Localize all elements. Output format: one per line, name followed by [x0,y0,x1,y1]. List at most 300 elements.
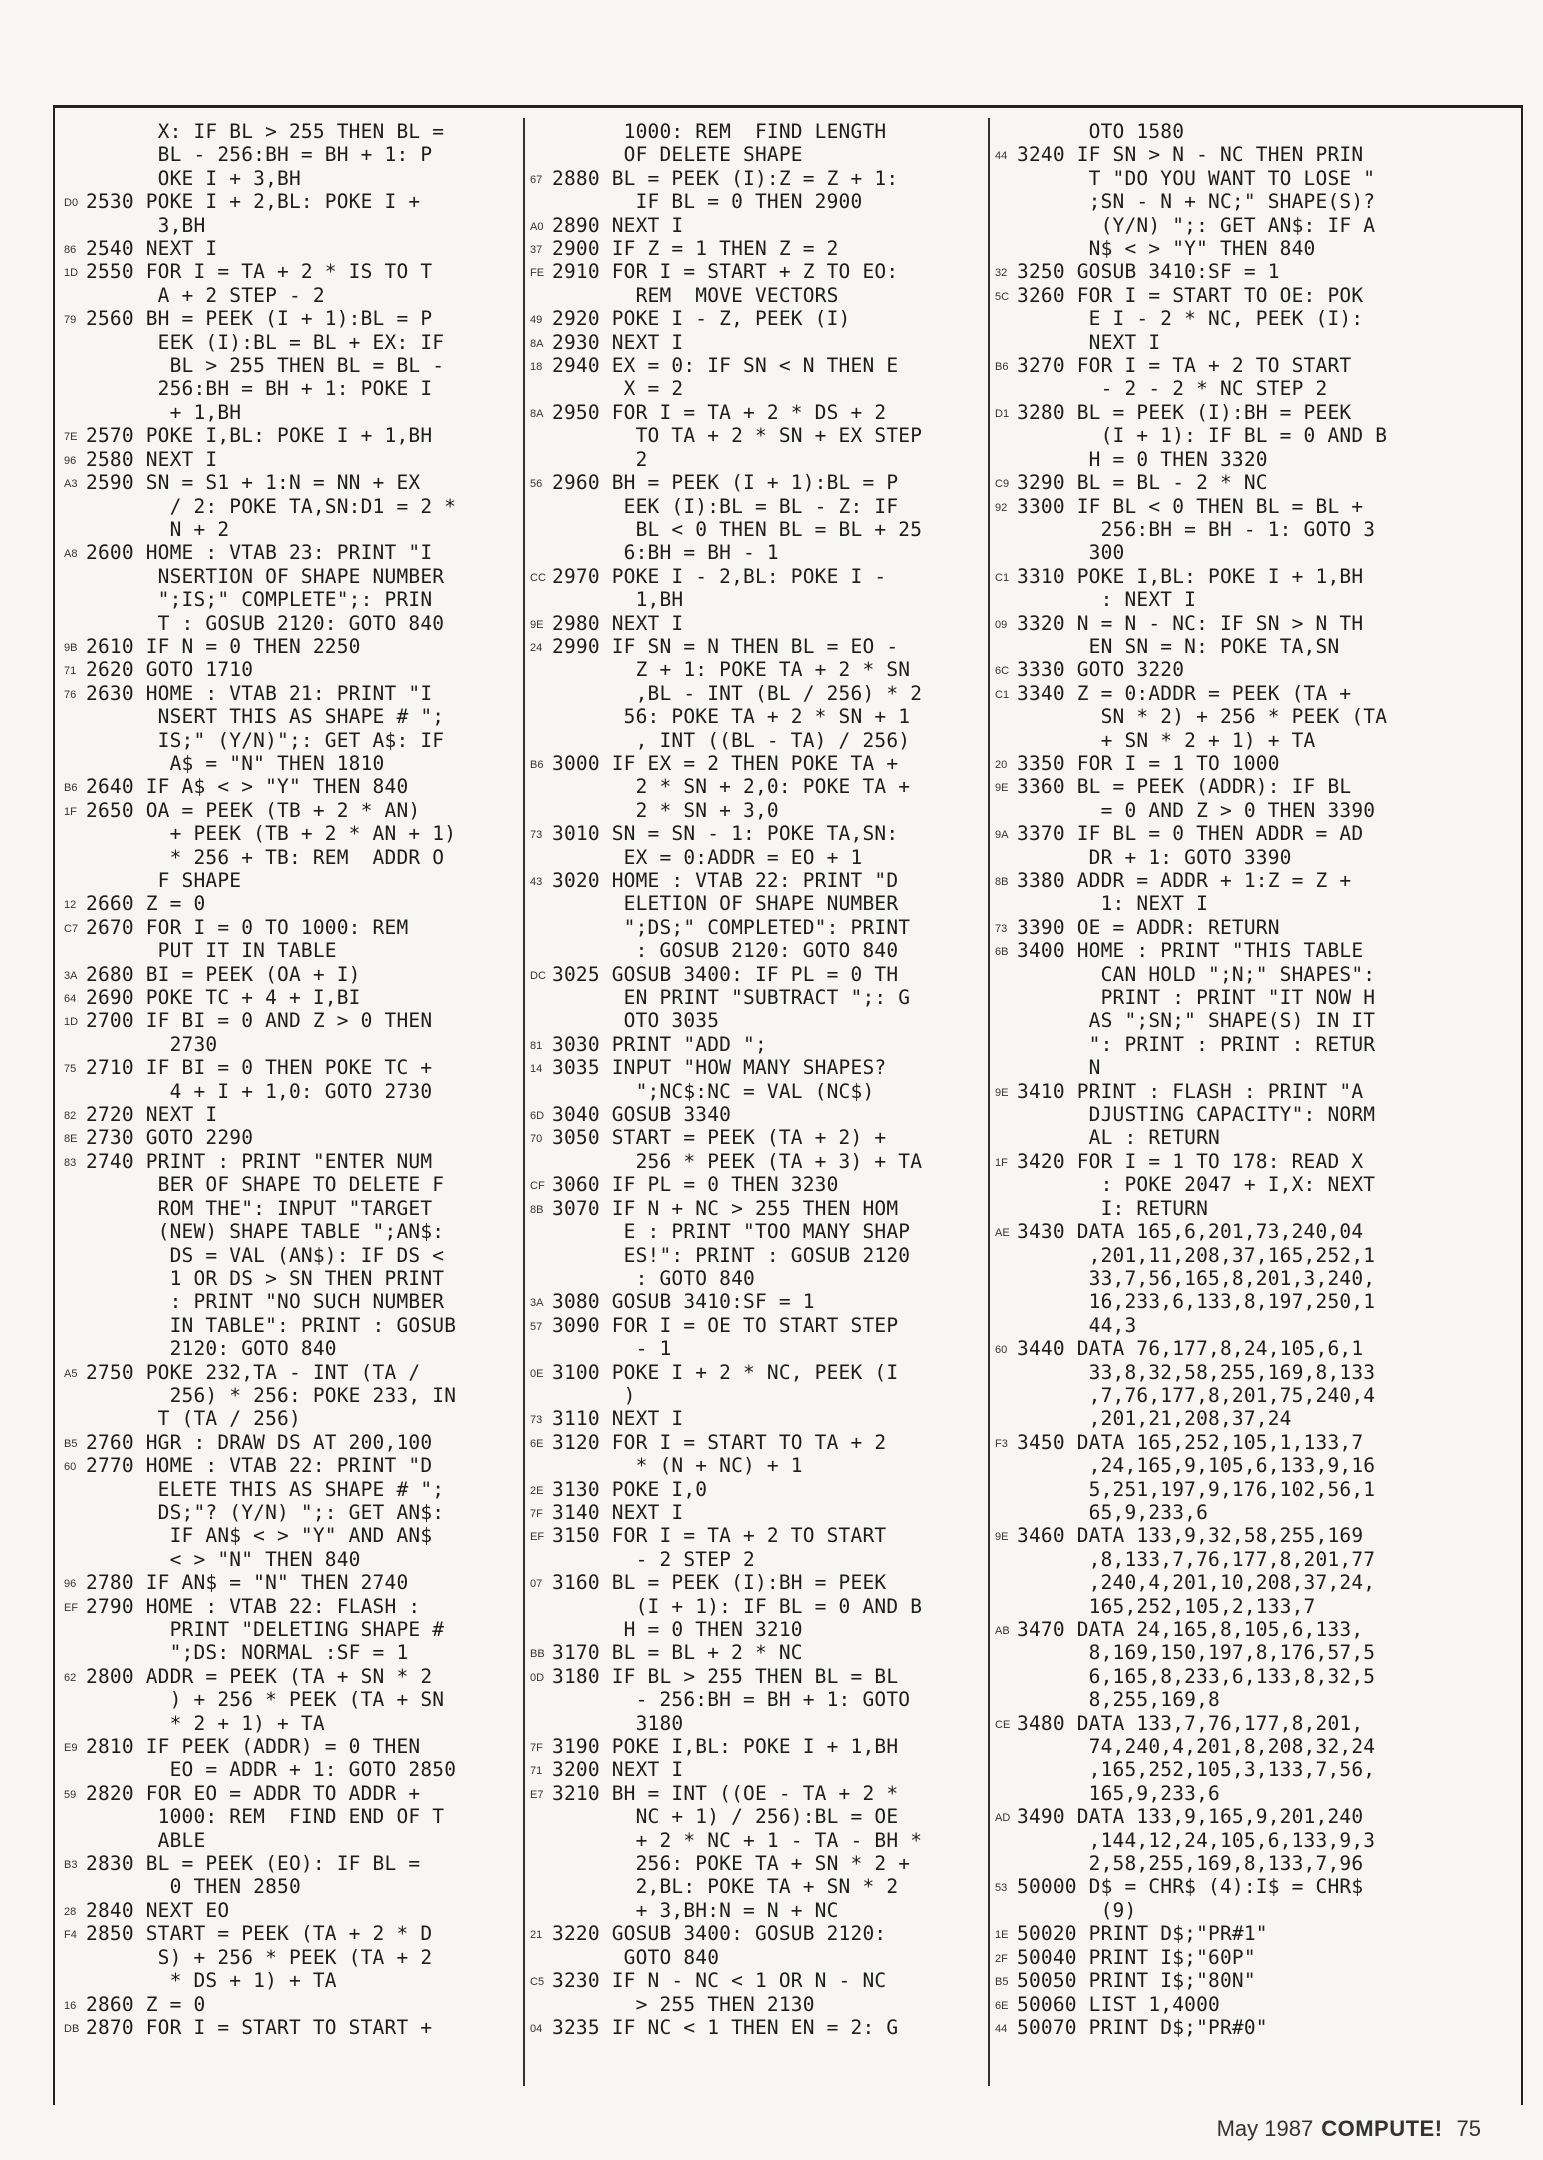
code-line [530,612,994,635]
checksum-label: 57 [530,1320,543,1333]
basic-code: 2640 IF A$ < > "Y" THEN 840 [86,775,409,799]
code-line [530,2016,994,2039]
checksum-label: 62 [64,1671,77,1684]
code-line [530,1407,994,1430]
basic-code: 2600 HOME : VTAB 23: PRINT "I NSERTION OF SHAPE NUMBER ";IS;" COMPLETE";: PRIN T : GOSUB 2120: GOTO 840 [86,541,445,635]
checksum-label: D0 [64,197,79,210]
checksum-label: 3A [530,1297,544,1310]
basic-code: 3180 IF BL > 255 THEN BL = BL - 256:BH = BH + 1: GOTO 3180 [552,1664,911,1735]
code-line [995,1712,1459,1806]
checksum-label: 37 [530,244,543,257]
checksum-label: 14 [530,1063,543,1076]
checksum-label: A8 [64,548,78,561]
listing-column-1 [64,120,528,2080]
code-line [530,471,994,565]
code-line [64,424,528,447]
basic-code: 2760 HGR : DRAW DS AT 200,100 [86,1430,433,1454]
magazine-name: COMPUTE! [1321,2116,1443,2141]
checksum-label: 12 [64,899,77,912]
code-line [64,986,528,1009]
page-footer [1217,2116,1481,2142]
page-number: 75 [1456,2116,1481,2141]
checksum-label: DB [64,2022,80,2035]
checksum-label: 96 [64,454,77,467]
basic-code: 3280 BL = PEEK (I):BH = PEEK (I + 1): IF BL = 0 AND B H = 0 THEN 3320 [1017,400,1388,471]
code-line [530,1103,994,1126]
basic-code: 3250 GOSUB 3410:SF = 1 [1017,260,1280,284]
basic-code: 3160 BL = PEEK (I):BH = PEEK (I + 1): IF BL = 0 AND B H = 0 THEN 3210 [552,1571,923,1641]
checksum-label: EF [64,1601,79,1614]
basic-code: 3050 START = PEEK (TA + 2) + 256 * PEEK (TA + 3) + TA [552,1126,923,1173]
checksum-label: 16 [64,1999,77,2012]
code-line [64,1454,528,1571]
basic-code: 3010 SN = SN - 1: POKE TA,SN: EX = 0:ADDR = EO + 1 [552,822,899,869]
basic-code: 2550 FOR I = TA + 2 * IS TO T A + 2 STEP - 2 [86,260,433,307]
checksum-label: 6D [530,1110,545,1123]
checksum-label: 6C [995,665,1010,678]
checksum-label: 53 [995,1882,1008,1895]
basic-code: 2830 BL = PEEK (EO): IF BL = 0 THEN 2850 [86,1852,421,1899]
checksum-label: B5 [995,1976,1009,1989]
basic-code: 2650 OA = PEEK (TB + 2 * AN) + PEEK (TB + 2 * AN + 1) * 256 + TB: REM ADDR O F SHAPE [86,798,457,892]
basic-code: 2870 FOR I = START TO START + [86,2015,433,2039]
code-line [995,658,1459,681]
code-line [530,1969,994,2016]
checksum-label: CF [530,1180,545,1193]
checksum-label: 09 [995,618,1008,631]
checksum-label: B6 [530,758,544,771]
basic-code: 3090 FOR I = OE TO START STEP - 1 [552,1313,899,1361]
code-line [64,1361,528,1431]
basic-code: 3140 NEXT I [552,1500,684,1524]
code-line [64,260,528,307]
checksum-label: CC [530,571,546,584]
checksum-label: 6E [995,1999,1009,2012]
code-line [64,1735,528,1782]
checksum-label: 56 [530,478,543,491]
basic-code: 2930 NEXT I [552,330,684,354]
checksum-label: 43 [530,876,543,888]
issue-date: May 1987 [1216,2116,1314,2141]
basic-code: 2770 HOME : VTAB 22: PRINT "D ELETE THIS AS SHAPE # "; DS;"? (Y/N) ";: GET AN$: IF AN$ < > "Y" AND AN$ < > "N" THEN 840 [86,1454,445,1571]
basic-code: 3470 DATA 24,165,8,105,6,133, 8,169,150,197,8,176,57,5 6,165,8,233,6,133,8,32,5 8,255,169,8 [1017,1618,1376,1712]
basic-code: 2820 FOR EO = ADDR TO ADDR + 1000: REM FIND END OF T ABLE [86,1781,445,1852]
code-line [995,284,1459,354]
checksum-label: AE [995,1227,1010,1240]
basic-code: 3000 IF EX = 2 THEN POKE TA + 2 * SN + 2,0: POKE TA + 2 * SN + 3,0 [552,751,911,822]
checksum-label: 28 [64,1905,77,1918]
basic-code: 3080 GOSUB 3410:SF = 1 [552,1290,815,1314]
basic-code: 3190 POKE I,BL: POKE I + 1,BH [552,1735,899,1759]
code-line [995,822,1459,869]
code-line [995,682,1459,752]
code-line [64,1782,528,1852]
code-line [64,237,528,260]
checksum-label: 3A [64,969,78,982]
code-line [995,1875,1459,1922]
checksum-label: 73 [995,922,1008,935]
code-line [64,1056,528,1103]
code-line [530,260,994,307]
code-line [530,120,994,167]
code-line [64,1009,528,1056]
code-line [530,401,994,471]
checksum-label: 1E [995,1929,1009,1942]
checksum-label: 1F [995,1156,1008,1169]
checksum-label: AD [995,1812,1011,1825]
basic-code: 2660 Z = 0 [86,892,206,916]
checksum-label: C7 [64,922,79,935]
basic-code: 3235 IF NC < 1 THEN EN = 2: G [552,2015,899,2039]
checksum-label: C9 [995,478,1010,491]
basic-code: 2860 Z = 0 [86,1992,206,2016]
checksum-label: 9E [995,1086,1009,1099]
code-line [530,1501,994,1524]
code-line [530,1524,994,1571]
basic-code: 2960 BH = PEEK (I + 1):BL = P EEK (I):BL = BL - Z: IF BL < 0 THEN BL = BL + 25 6:BH = BH - 1 [552,471,923,565]
checksum-label: F4 [64,1929,77,1942]
basic-code: 3070 IF N + NC > 255 THEN HOM E : PRINT "TOO MANY SHAP ES!": PRINT : GOSUB 2120 : GOTO 840 [552,1196,911,1290]
code-line [995,1220,1459,1337]
code-line [995,120,1459,143]
checksum-label: 9E [995,782,1009,795]
checksum-label: 1D [64,267,79,280]
checksum-label: B3 [64,1859,78,1872]
basic-code: 3320 N = N - NC: IF SN > N TH EN SN = N: POKE TA,SN [1017,611,1364,658]
checksum-label: 76 [64,688,77,701]
checksum-label: 8A [530,407,544,420]
code-line [995,1431,1459,1525]
basic-code: 3450 DATA 165,252,105,1,133,7 ,24,165,9,105,6,133,9,16 5,251,197,9,176,102,56,1 65,9,233,6 [1017,1430,1376,1524]
code-line [530,822,994,869]
checksum-label: B6 [995,361,1009,374]
code-line [64,1431,528,1454]
basic-code: 2950 FOR I = TA + 2 * DS + 2 TO TA + 2 * SN + EX STEP 2 [552,400,923,471]
checksum-label: 20 [995,758,1008,771]
checksum-label: 8B [995,876,1009,888]
basic-code: 3260 FOR I = START TO OE: POK E I - 2 * NC, PEEK (I): NEXT I [1017,283,1364,354]
checksum-label: E9 [64,1742,78,1755]
code-line [64,1571,528,1594]
checksum-label: 7F [530,1507,543,1520]
code-line [530,752,994,822]
basic-code: 3020 HOME : VTAB 22: PRINT "D ELETION OF SHAPE NUMBER ";DS;" COMPLETED": PRINT : GOSUB 2120: GOTO 840 [552,869,911,963]
checksum-label: 75 [64,1063,77,1076]
code-line [64,775,528,798]
checksum-label: 5C [995,290,1010,303]
code-line [995,495,1459,565]
code-line [530,1033,994,1056]
code-line [995,471,1459,494]
basic-code: 2530 POKE I + 2,BL: POKE I + 3,BH [86,190,421,237]
basic-code: 3210 BH = INT ((OE - TA + 2 * NC + 1) / 256):BL = OE + 2 * NC + 1 - TA - BH * 256: POKE TA + SN * 2 + 2,BL: POKE TA + SN * 2 + 3,BH:N = N + NC [552,1781,923,1922]
basic-code: 2980 NEXT I [552,611,684,635]
code-line [995,1524,1459,1618]
code-line [64,1595,528,1665]
code-line [530,869,994,963]
basic-code: 2730 GOTO 2290 [86,1126,254,1150]
basic-code: 2670 FOR I = 0 TO 1000: REM PUT IT IN TABLE [86,915,409,963]
checksum-label: 9E [530,618,544,631]
code-line [64,916,528,963]
basic-code: 3230 IF N - NC < 1 OR N - NC > 255 THEN 2130 [552,1969,887,2016]
basic-code: 3420 FOR I = 1 TO 178: READ X : POKE 2047 + I,X: NEXT I: RETURN [1017,1149,1376,1220]
checksum-label: 9B [64,641,78,654]
code-line [530,1922,994,1969]
checksum-label: 96 [64,1578,77,1591]
checksum-label: C5 [530,1976,545,1989]
basic-code: 3110 NEXT I [552,1407,684,1431]
checksum-label: 2F [995,1952,1008,1965]
basic-code: 3240 IF SN > N - NC THEN PRIN T "DO YOU WANT TO LOSE " ;SN - N + NC;" SHAPE(S)? (Y/N) ";: GET AN$: IF A N$ < > "Y" THEN 840 [1017,143,1376,261]
code-line [995,916,1459,939]
checksum-label: DC [530,969,546,982]
checksum-label: 7F [530,1742,543,1755]
code-line [64,1103,528,1126]
code-line [995,939,1459,1079]
code-line [995,1150,1459,1220]
checksum-label: 2E [530,1484,544,1497]
checksum-label: 71 [64,665,77,678]
checksum-label: 79 [64,314,77,327]
basic-code: 3300 IF BL < 0 THEN BL = BL + 256:BH = BH - 1: GOTO 3 300 [1017,494,1376,565]
basic-code: 2880 BL = PEEK (I):Z = Z + 1: IF BL = 0 THEN 2900 [552,166,899,214]
checksum-label: 8A [530,337,544,350]
basic-code: 2890 NEXT I [552,213,684,237]
basic-code: 3460 DATA 133,9,32,58,255,169 ,8,133,7,76,177,8,201,77 ,240,4,201,10,208,37,24, 165,252,105,2,133,7 [1017,1524,1376,1618]
code-line [64,1852,528,1899]
checksum-label: 44 [995,150,1008,163]
basic-code: 3290 BL = BL - 2 * NC [1017,471,1268,495]
code-line [995,869,1459,916]
basic-code: 2940 EX = 0: IF SN < N THEN E X = 2 [552,354,899,401]
basic-code: 3030 PRINT "ADD "; [552,1032,767,1056]
basic-code: 3490 DATA 133,9,165,9,201,240 ,144,12,24,105,6,133,9,3 2,58,255,169,8,133,7,96 [1017,1805,1376,1876]
code-line [995,1946,1459,1969]
checksum-label: 60 [995,1344,1008,1357]
listing-column-3 [995,120,1459,2080]
checksum-label: C1 [995,571,1010,584]
checksum-label: C1 [995,688,1010,701]
checksum-label: 7E [64,431,78,444]
code-line [64,1993,528,2016]
basic-code: 3340 Z = 0:ADDR = PEEK (TA + SN * 2) + 256 * PEEK (TA + SN * 2 + 1) + TA [1017,681,1388,752]
basic-code: 2710 IF BI = 0 THEN POKE TC + 4 + I + 1,0: GOTO 2730 [86,1056,433,1103]
basic-code: 3130 POKE I,0 [552,1477,708,1501]
basic-code: 2780 IF AN$ = "N" THEN 2740 [86,1571,409,1595]
code-line [64,892,528,915]
code-line [995,565,1459,612]
code-line [530,1571,994,1641]
checksum-label: 73 [530,829,543,842]
checksum-label: 32 [995,267,1008,280]
code-line [995,1337,1459,1431]
basic-code: 2900 IF Z = 1 THEN Z = 2 [552,237,839,261]
basic-code: 3370 IF BL = 0 THEN ADDR = AD DR + 1: GOTO 3390 [1017,822,1364,869]
checksum-label: D1 [995,407,1010,420]
code-line [530,1758,994,1781]
basic-code: 50040 PRINT I$;"60P" [1017,1945,1256,1969]
basic-code: 50050 PRINT I$;"80N" [1017,1969,1256,1993]
checksum-label: 0D [530,1671,545,1684]
basic-code: 3100 POKE I + 2 * NC, PEEK (I ) [552,1360,899,1407]
code-line [64,190,528,237]
checksum-label: A5 [64,1367,78,1380]
code-line [530,1665,994,1735]
basic-code: X: IF BL > 255 THEN BL = BL - 256:BH = BH + 1: P OKE I + 3,BH [157,120,445,190]
checksum-label: 6E [530,1437,544,1450]
basic-code: 3150 FOR I = TA + 2 TO START - 2 STEP 2 [552,1524,887,1571]
code-line [995,1618,1459,1712]
basic-code: 2580 NEXT I [86,447,218,471]
code-line [530,331,994,354]
basic-code: 3310 POKE I,BL: POKE I + 1,BH : NEXT I [1017,564,1364,612]
checksum-label: A3 [64,478,78,491]
basic-code: 2540 NEXT I [86,237,218,261]
code-line [530,1478,994,1501]
code-line [530,1782,994,1922]
checksum-label: 73 [530,1414,543,1427]
checksum-label: 49 [530,314,543,327]
basic-code: 3390 OE = ADDR: RETURN [1017,915,1280,939]
basic-code: 2920 POKE I - Z, PEEK (I) [552,307,851,331]
code-line [64,635,528,658]
code-line [995,1805,1459,1875]
basic-code: 3350 FOR I = 1 TO 1000 [1017,751,1280,775]
code-line [530,307,994,330]
code-line [995,1969,1459,1992]
code-line [530,1126,994,1173]
checksum-label: 18 [530,361,543,374]
basic-code: 2620 GOTO 1710 [86,658,254,682]
code-line [995,354,1459,401]
code-line [995,260,1459,283]
basic-code: 2810 IF PEEK (ADDR) = 0 THEN EO = ADDR + 1: GOTO 2850 [86,1735,457,1782]
checksum-label: 0E [530,1367,544,1380]
basic-code: 2970 POKE I - 2,BL: POKE I - 1,BH [552,564,887,612]
code-line [530,963,994,1033]
basic-code: 3400 HOME : PRINT "THIS TABLE CAN HOLD ";N;" SHAPES": PRINT : PRINT "IT NOW H AS ";SN;" SHAPE(S) IN IT ": PRINT : PRINT : RETUR N [1017,939,1376,1080]
code-line [995,143,1459,260]
code-line [64,1922,528,1992]
checksum-label: 1D [64,1016,79,1029]
basic-code: OTO 1580 [1017,120,1185,143]
basic-code: 2630 HOME : VTAB 21: PRINT "I NSERT THIS AS SHAPE # "; IS;" (Y/N)";: GET A$: IF A$ = "N" THEN 1810 [86,681,445,775]
basic-code: 2590 SN = S1 + 1:N = NN + EX / 2: POKE TA,SN:D1 = 2 * N + 2 [86,471,457,541]
checksum-label: 8E [64,1133,78,1146]
checksum-label: 71 [530,1765,543,1778]
basic-code: 2690 POKE TC + 4 + I,BI [86,986,361,1010]
basic-code: 2750 POKE 232,TA - INT (TA / 256) * 256: POKE 233, IN T (TA / 256) [86,1360,457,1431]
basic-code: 50070 PRINT D$;"PR#0" [1017,2015,1268,2039]
basic-code: 2610 IF N = 0 THEN 2250 [86,634,361,658]
code-line [995,401,1459,471]
code-line [530,167,994,214]
code-line [995,775,1459,822]
basic-code: 2700 IF BI = 0 AND Z > 0 THEN 2730 [86,1009,433,1056]
code-line [995,1922,1459,1945]
code-line [64,658,528,681]
checksum-label: 21 [530,1929,543,1942]
basic-code: 3380 ADDR = ADDR + 1:Z = Z + 1: NEXT I [1017,869,1352,916]
checksum-label: 1F [64,805,77,818]
code-line [995,1993,1459,2016]
checksum-label: EF [530,1531,545,1544]
code-line [530,1431,994,1478]
basic-code: 50060 LIST 1,4000 [1017,1992,1220,2016]
checksum-label: F3 [995,1437,1008,1450]
basic-code: 3040 GOSUB 3340 [552,1103,732,1127]
basic-code: 3270 FOR I = TA + 2 TO START - 2 - 2 * NC STEP 2 [1017,354,1352,401]
checksum-label: 04 [530,2022,543,2035]
basic-code: 3480 DATA 133,7,76,177,8,201, 74,240,4,201,8,208,32,24 ,165,252,105,3,133,7,56, 165,9,233,6 [1017,1711,1376,1805]
checksum-label: 9A [995,829,1009,842]
code-line [530,1056,994,1103]
checksum-label: 81 [530,1039,543,1052]
basic-code: 2560 BH = PEEK (I + 1):BL = P EEK (I):BL = BL + EX: IF BL > 255 THEN BL = BL - 256:BH = BH + 1: POKE I + 1,BH [86,307,445,424]
basic-code: 2800 ADDR = PEEK (TA + SN * 2 ) + 256 * PEEK (TA + SN * 2 + 1) + TA [86,1664,445,1735]
code-line [64,1150,528,1361]
code-line [995,1080,1459,1150]
basic-code: 2570 POKE I,BL: POKE I + 1,BH [86,424,433,448]
checksum-label: 70 [530,1133,543,1146]
basic-code: 3200 NEXT I [552,1758,684,1782]
basic-code: 2790 HOME : VTAB 22: FLASH : PRINT "DELETING SHAPE # ";DS: NORMAL :SF = 1 [86,1594,445,1665]
checksum-label: BB [530,1648,545,1661]
checksum-label: 24 [530,641,543,654]
basic-code: 1000: REM FIND LENGTH OF DELETE SHAPE [623,120,887,167]
basic-code: 3060 IF PL = 0 THEN 3230 [552,1173,839,1197]
code-line [64,963,528,986]
code-line [530,1361,994,1408]
basic-code: 3120 FOR I = START TO TA + 2 * (N + NC) + 1 [552,1430,887,1478]
checksum-label: B5 [64,1437,78,1450]
code-line [64,1126,528,1149]
basic-code: 2680 BI = PEEK (OA + I) [86,962,361,986]
code-line [530,1641,994,1664]
checksum-label: A0 [530,220,544,233]
code-line [530,354,994,401]
code-line [64,471,528,541]
basic-code: 2910 FOR I = START + Z TO EO: REM MOVE VECTORS [552,260,899,307]
checksum-label: 9E [995,1531,1009,1544]
checksum-label: 82 [64,1110,77,1123]
code-line [64,1899,528,1922]
checksum-label: 64 [64,993,77,1006]
code-line [995,752,1459,775]
code-line [995,612,1459,659]
basic-code: 3410 PRINT : FLASH : PRINT "A DJUSTING CAPACITY": NORM AL : RETURN [1017,1079,1376,1150]
basic-code: 2850 START = PEEK (TA + 2 * D S) + 256 * PEEK (TA + 2 * DS + 1) + TA [86,1922,433,1993]
checksum-label: B6 [64,782,78,795]
checksum-label: 60 [64,1461,77,1474]
basic-code: 2740 PRINT : PRINT "ENTER NUM BER OF SHAPE TO DELETE F ROM THE": INPUT "TARGET (NEW) SHAPE TABLE ";AN$: DS = VAL (AN$): IF DS < 1 OR DS > SN THEN PRINT : PRINT "NO SUCH NUMBER IN TABLE": PRINT : GOSUB 2120: GOTO 840 [86,1149,457,1361]
code-line [64,1665,528,1735]
basic-code: 3430 DATA 165,6,201,73,240,04 ,201,11,208,37,165,252,1 33,7,56,165,8,201,3,240, 16,233,6,133,8,197,250,1 44,3 [1017,1220,1376,1337]
code-line [64,307,528,424]
basic-code: 3440 DATA 76,177,8,24,105,6,1 33,8,32,58,255,169,8,133 ,7,76,177,8,201,75,240,4 ,201,21,208,37,24 [1017,1337,1376,1431]
checksum-label: 92 [995,501,1008,514]
code-line [64,541,528,635]
basic-code: 50020 PRINT D$;"PR#1" [1017,1922,1268,1946]
listing-column-2 [530,120,994,2080]
code-line [530,214,994,237]
code-line [530,237,994,260]
basic-code: 3330 GOTO 3220 [1017,658,1185,682]
checksum-label: E7 [530,1788,544,1801]
code-line [64,799,528,893]
code-line [530,1173,994,1196]
